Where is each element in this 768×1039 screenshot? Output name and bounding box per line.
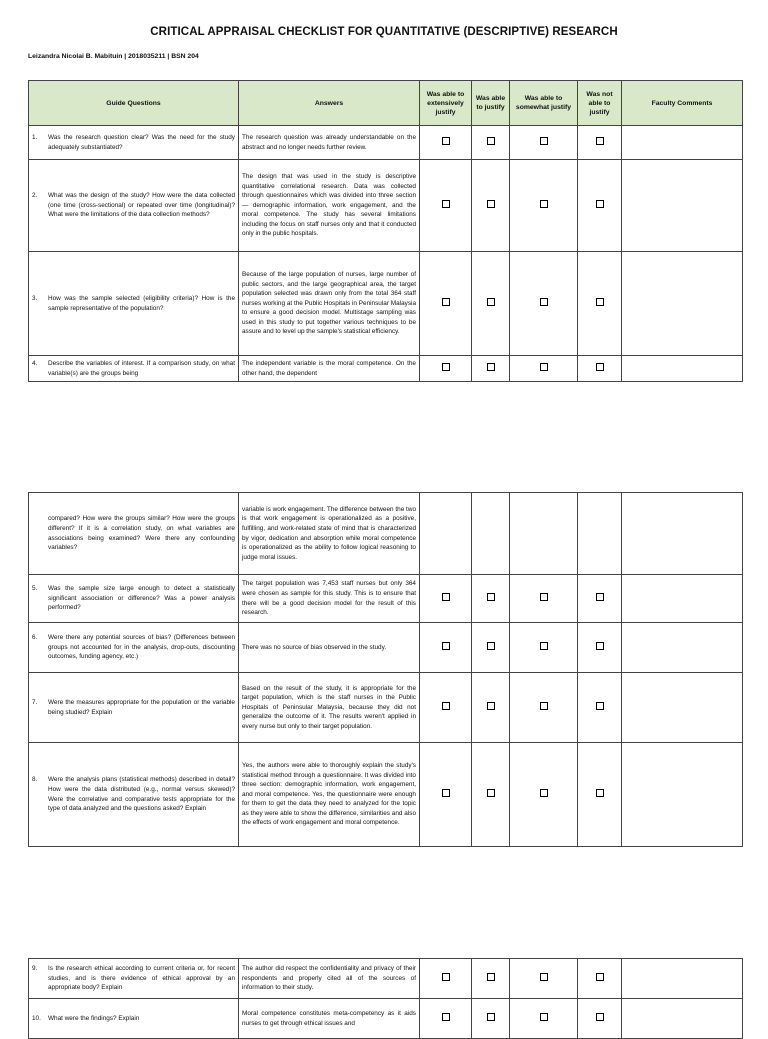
answer-cell: Because of the large population of nurses, large number of public sectors, and the large geographical area, the target population selected was drawn only from the total 364 staff nurses working at the Public Hospitals in Peninsular Malaysia to ensure a good decision model. Multistage sampling was used in this study to put together various techniques to be assure and to level up the sample's statistical efficiency. xyxy=(239,252,420,356)
header-not-able-to-justify: Was not able to justify xyxy=(578,81,622,126)
question-number: 5. xyxy=(32,585,38,593)
checkbox-somewhat-justify[interactable] xyxy=(540,200,548,208)
table-row xyxy=(29,999,743,1039)
header-able-to-justify: Was able to justify xyxy=(472,81,510,126)
checkbox-extensively-justify[interactable] xyxy=(442,200,450,208)
header-answers: Answers xyxy=(239,81,420,126)
question-text: Were the measures appropriate for the population or the variable being studied? Explain xyxy=(48,698,235,716)
table-row xyxy=(29,673,743,743)
checkbox-able-to-justify[interactable] xyxy=(487,137,495,145)
checkbox-extensively-justify[interactable] xyxy=(442,593,450,601)
answer-cell: The design that was used in the study is descriptive quantitative correlational research. Data was collected through questionnaires which was divided into three section — demographic information, work engagement, and the moral competence. The study has several limitations including the focus on staff nurses only and that it conducted only in the public hospitals. xyxy=(239,160,420,252)
checkbox-able-to-justify[interactable] xyxy=(487,1013,495,1021)
checkbox-able-to-justify[interactable] xyxy=(487,702,495,710)
checkbox-able-to-justify[interactable] xyxy=(487,642,495,650)
checkbox-not-able-to-justify[interactable] xyxy=(596,702,604,710)
answer-cell: variable is work engagement. The difference between the two is that work engagement is operationalized as a positive, fulfilling, and work-related state of mind that is characterized by vigor, dedication and absorption while moral competence is operationalized as the ability to follow logical reasoning to judge moral issues. xyxy=(239,493,420,575)
checkbox-extensively-justify[interactable] xyxy=(442,973,450,981)
checkbox-able-to-justify[interactable] xyxy=(487,363,495,371)
question-cell xyxy=(29,126,239,160)
checkbox-not-able-to-justify[interactable] xyxy=(596,200,604,208)
question-cell xyxy=(29,673,239,743)
checklist-table-page-2 xyxy=(28,492,743,847)
checkbox-extensively-justify[interactable] xyxy=(442,789,450,797)
question-text: Was the sample size large enough to detect a statistically significant association or difference? Was a power analysis performed? xyxy=(48,585,235,612)
question-text: How was the sample selected (eligibility criteria)? How is the sample representative of the population? xyxy=(48,294,235,312)
question-number xyxy=(32,514,48,552)
question-number: 1. xyxy=(32,133,38,141)
answer-cell: The author did respect the confidentiality and privacy of their respondents and properly cited all of the sources of information to their study. xyxy=(239,959,420,999)
checkbox-extensively-justify[interactable] xyxy=(442,363,450,371)
question-number: 4. xyxy=(32,359,38,367)
question-cell xyxy=(29,743,239,847)
question-number: 7. xyxy=(32,698,38,706)
faculty-comments-cell[interactable] xyxy=(622,493,743,575)
faculty-comments-cell[interactable] xyxy=(622,575,743,623)
question-number: 10. xyxy=(32,1014,41,1022)
question-text: What was the design of the study? How were the data collected (one time (cross-sectional) or repeated over time (longitudinal)? What were the limitations of the data collection methods? xyxy=(48,192,235,219)
checkbox-able-to-justify[interactable] xyxy=(487,298,495,306)
question-number: 9. xyxy=(32,965,38,973)
question-cell xyxy=(29,252,239,356)
question-text: compared? How were the groups similar? How were the groups different? If it is a correlation study, on what variables are associations being examined? Were there any confounding variables? xyxy=(48,515,235,552)
checkbox-able-to-justify[interactable] xyxy=(487,789,495,797)
author-line: Leizandra Nicolai B. Mabituin | 2018035211 | BSN 204 xyxy=(28,53,199,60)
answer-cell: Moral competence constitutes meta-competency as it aids nurses to get through ethical issues and xyxy=(239,999,420,1039)
checkbox-somewhat-justify[interactable] xyxy=(540,137,548,145)
checkbox-somewhat-justify[interactable] xyxy=(540,1013,548,1021)
header-row xyxy=(29,81,743,126)
table-row xyxy=(29,743,743,847)
checkbox-somewhat-justify[interactable] xyxy=(540,593,548,601)
checkbox-extensively-justify[interactable] xyxy=(442,137,450,145)
question-text: Describe the variables of interest. If a comparison study, on what variable(s) are the groups being xyxy=(48,359,235,377)
document-title: CRITICAL APPRAISAL CHECKLIST FOR QUANTITATIVE (DESCRIPTIVE) RESEARCH xyxy=(150,26,618,38)
answer-cell: The independent variable is the moral competence. On the other hand, the dependent xyxy=(239,356,420,382)
faculty-comments-cell[interactable] xyxy=(622,252,743,356)
question-text: Were the analysis plans (statistical methods) described in detail? How were the data distributed (e.g., normal versus skewed)? Were the correlative and comparative tests appropriate for the type of data analyzed and the questions asked? Explain xyxy=(48,776,235,813)
checkbox-somewhat-justify[interactable] xyxy=(540,973,548,981)
empty-check-cell xyxy=(578,493,622,575)
table-row xyxy=(29,959,743,999)
answer-cell: There was no source of bias observed in the study. xyxy=(239,623,420,673)
question-cell xyxy=(29,493,239,575)
question-cell xyxy=(29,160,239,252)
checkbox-not-able-to-justify[interactable] xyxy=(596,298,604,306)
checkbox-extensively-justify[interactable] xyxy=(442,298,450,306)
empty-check-cell xyxy=(420,493,472,575)
checkbox-not-able-to-justify[interactable] xyxy=(596,1013,604,1021)
checkbox-not-able-to-justify[interactable] xyxy=(596,789,604,797)
answer-cell: The target population was 7,453 staff nurses but only 364 were chosen as sample for this study. This is to ensure that there will be a good decision model for the result of this research. xyxy=(239,575,420,623)
table-row xyxy=(29,126,743,160)
table-row xyxy=(29,160,743,252)
checklist-table-page-3 xyxy=(28,958,743,1039)
header-extensively-justify: Was able to extensively justify xyxy=(420,81,472,126)
question-cell xyxy=(29,959,239,999)
header-faculty-comments: Faculty Comments xyxy=(622,81,743,126)
table-row xyxy=(29,252,743,356)
checkbox-not-able-to-justify[interactable] xyxy=(596,363,604,371)
checkbox-able-to-justify[interactable] xyxy=(487,200,495,208)
question-cell xyxy=(29,623,239,673)
table-row xyxy=(29,356,743,382)
checkbox-somewhat-justify[interactable] xyxy=(540,702,548,710)
checkbox-not-able-to-justify[interactable] xyxy=(596,593,604,601)
answer-cell: Yes, the authors were able to thoroughly explain the study's statistical method through a questionnaire. It was divided into three section: demographic information, work engagement, and moral competence. Yes, the questionnaire were enough for them to get the data they need to analyzed for the topic as they were able to show the difference, similarities and also the effects of work engagement and moral competence. xyxy=(239,743,420,847)
checkbox-extensively-justify[interactable] xyxy=(442,702,450,710)
answer-cell: Based on the result of the study, it is appropriate for the target population, which is the staff nurses in the Public Hospitals of Peninsular Malaysia, because they did not generalize the outcome of it. The results weren't applied in every nurse but only to their target population. xyxy=(239,673,420,743)
question-cell xyxy=(29,356,239,382)
checkbox-somewhat-justify[interactable] xyxy=(540,298,548,306)
answer-cell: The research question was already understandable on the abstract and no longer needs further review. xyxy=(239,126,420,160)
faculty-comments-cell[interactable] xyxy=(622,160,743,252)
faculty-comments-cell[interactable] xyxy=(622,126,743,160)
question-text: Was the research question clear? Was the need for the study adequately substantiated? xyxy=(48,133,235,151)
checkbox-able-to-justify[interactable] xyxy=(487,973,495,981)
header-guide-questions: Guide Questions xyxy=(29,81,239,126)
table-row xyxy=(29,493,743,575)
question-cell xyxy=(29,575,239,623)
empty-check-cell xyxy=(472,493,510,575)
question-number: 6. xyxy=(32,634,38,642)
checkbox-able-to-justify[interactable] xyxy=(487,593,495,601)
checkbox-somewhat-justify[interactable] xyxy=(540,363,548,371)
checklist-table-page-1 xyxy=(28,80,743,382)
empty-check-cell xyxy=(510,493,578,575)
checkbox-somewhat-justify[interactable] xyxy=(540,789,548,797)
question-text: Were there any potential sources of bias? (Differences between groups not accounted for in the analysis, drop-outs, discounting outcomes, funding agency, etc.) xyxy=(48,634,235,661)
faculty-comments-cell[interactable] xyxy=(622,623,743,673)
question-text: What were the findings? Explain xyxy=(48,1014,140,1022)
faculty-comments-cell[interactable] xyxy=(622,743,743,847)
checkbox-somewhat-justify[interactable] xyxy=(540,642,548,650)
table-row xyxy=(29,575,743,623)
header-somewhat-justify: Was able to somewhat justify xyxy=(510,81,578,126)
faculty-comments-cell[interactable] xyxy=(622,959,743,999)
question-number: 2. xyxy=(32,192,38,200)
faculty-comments-cell[interactable] xyxy=(622,356,743,382)
checkbox-extensively-justify[interactable] xyxy=(442,1013,450,1021)
checkbox-not-able-to-justify[interactable] xyxy=(596,973,604,981)
checkbox-not-able-to-justify[interactable] xyxy=(596,137,604,145)
faculty-comments-cell[interactable] xyxy=(622,999,743,1039)
checkbox-extensively-justify[interactable] xyxy=(442,642,450,650)
table-row xyxy=(29,623,743,673)
question-number: 8. xyxy=(32,776,38,784)
question-cell xyxy=(29,999,239,1039)
checkbox-not-able-to-justify[interactable] xyxy=(596,642,604,650)
question-number: 3. xyxy=(32,294,38,302)
faculty-comments-cell[interactable] xyxy=(622,673,743,743)
question-text: Is the research ethical according to current criteria or, for recent studies, and is there evidence of ethical approval by an appropriate body? Explain xyxy=(48,965,235,992)
